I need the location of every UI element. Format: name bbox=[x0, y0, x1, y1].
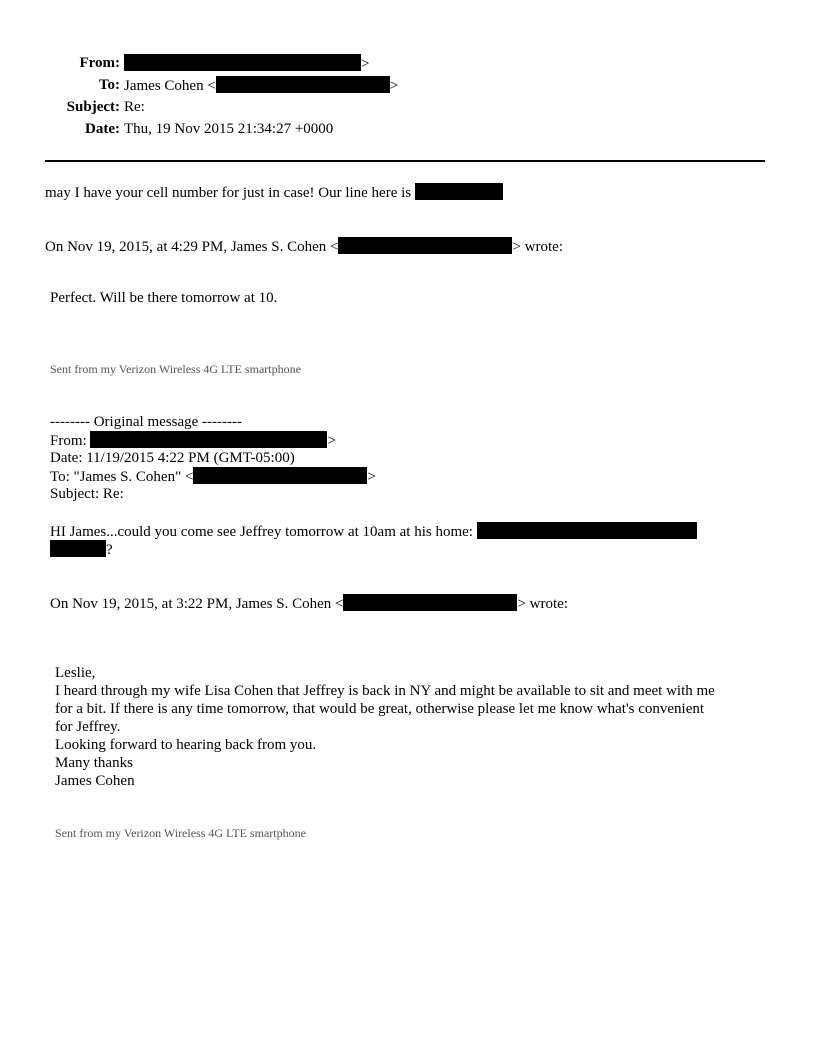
redaction bbox=[193, 467, 367, 484]
closing1: Many thanks bbox=[55, 755, 133, 771]
subject-label: Subject: bbox=[66, 99, 120, 115]
orig-subject: Subject: Re: bbox=[50, 486, 124, 502]
orig-from bbox=[50, 431, 336, 450]
from-end: > bbox=[361, 56, 370, 72]
date-value: Thu, 19 Nov 2015 21:34:27 +0000 bbox=[124, 121, 334, 137]
para2: for a bit. If there is any time tomorrow, that would be great, otherwise please let me know what's convenient bbox=[55, 701, 705, 717]
date-label: Date: bbox=[85, 121, 120, 137]
redaction bbox=[415, 183, 503, 200]
signature1: Sent from my Verizon Wireless 4G LTE smartphone bbox=[50, 362, 301, 376]
quote2-intro bbox=[50, 594, 568, 613]
message2-line-b bbox=[50, 540, 113, 559]
orig-from-end: > bbox=[327, 433, 336, 449]
quote-end: > wrote: bbox=[517, 596, 568, 612]
quote-end: > wrote: bbox=[512, 239, 563, 255]
body-line-1 bbox=[45, 183, 503, 202]
redaction bbox=[216, 76, 390, 93]
message2-end: ? bbox=[106, 542, 113, 558]
from-label: From: bbox=[79, 55, 120, 71]
redaction bbox=[343, 594, 517, 611]
to-value bbox=[124, 76, 398, 95]
quote1-intro bbox=[45, 237, 563, 256]
body-text: may I have your cell number for just in case! Our line here is bbox=[45, 185, 415, 201]
orig-to-end: > bbox=[367, 469, 376, 485]
quote-text: On Nov 19, 2015, at 3:22 PM, James S. Cohen < bbox=[50, 596, 344, 612]
to-end: > bbox=[389, 78, 399, 94]
header-divider bbox=[45, 160, 765, 162]
greeting: Leslie, bbox=[55, 665, 96, 681]
reply1: Perfect. Will be there tomorrow at 10. bbox=[50, 290, 278, 306]
message2-text: HI James...could you come see Jeffrey tomorrow at 10am at his home: bbox=[50, 524, 477, 540]
redaction bbox=[477, 522, 697, 539]
from-value bbox=[124, 54, 369, 73]
message2-line-a bbox=[50, 522, 697, 541]
orig-to bbox=[50, 467, 376, 486]
to-label: To: bbox=[98, 77, 120, 93]
redaction bbox=[338, 237, 512, 254]
to-name: James Cohen < bbox=[124, 78, 216, 94]
para4: Looking forward to hearing back from you. bbox=[55, 737, 317, 753]
para1: I heard through my wife Lisa Cohen that Jeffrey is back in NY and might be available to sit and meet with me bbox=[55, 683, 715, 699]
redaction bbox=[90, 431, 327, 448]
para3: for Jeffrey. bbox=[55, 719, 121, 735]
orig-to-label: To: "James S. Cohen" < bbox=[50, 469, 194, 485]
closing2: James Cohen bbox=[55, 773, 135, 789]
subject-value: Re: bbox=[124, 99, 145, 115]
orig-from-label: From: bbox=[50, 433, 91, 449]
signature2: Sent from my Verizon Wireless 4G LTE smartphone bbox=[55, 826, 306, 840]
redaction bbox=[50, 540, 106, 557]
original-header: -------- Original message -------- bbox=[50, 414, 242, 430]
redaction bbox=[124, 54, 361, 71]
quote-text: On Nov 19, 2015, at 4:29 PM, James S. Cohen < bbox=[45, 239, 339, 255]
orig-date: Date: 11/19/2015 4:22 PM (GMT-05:00) bbox=[50, 450, 295, 466]
